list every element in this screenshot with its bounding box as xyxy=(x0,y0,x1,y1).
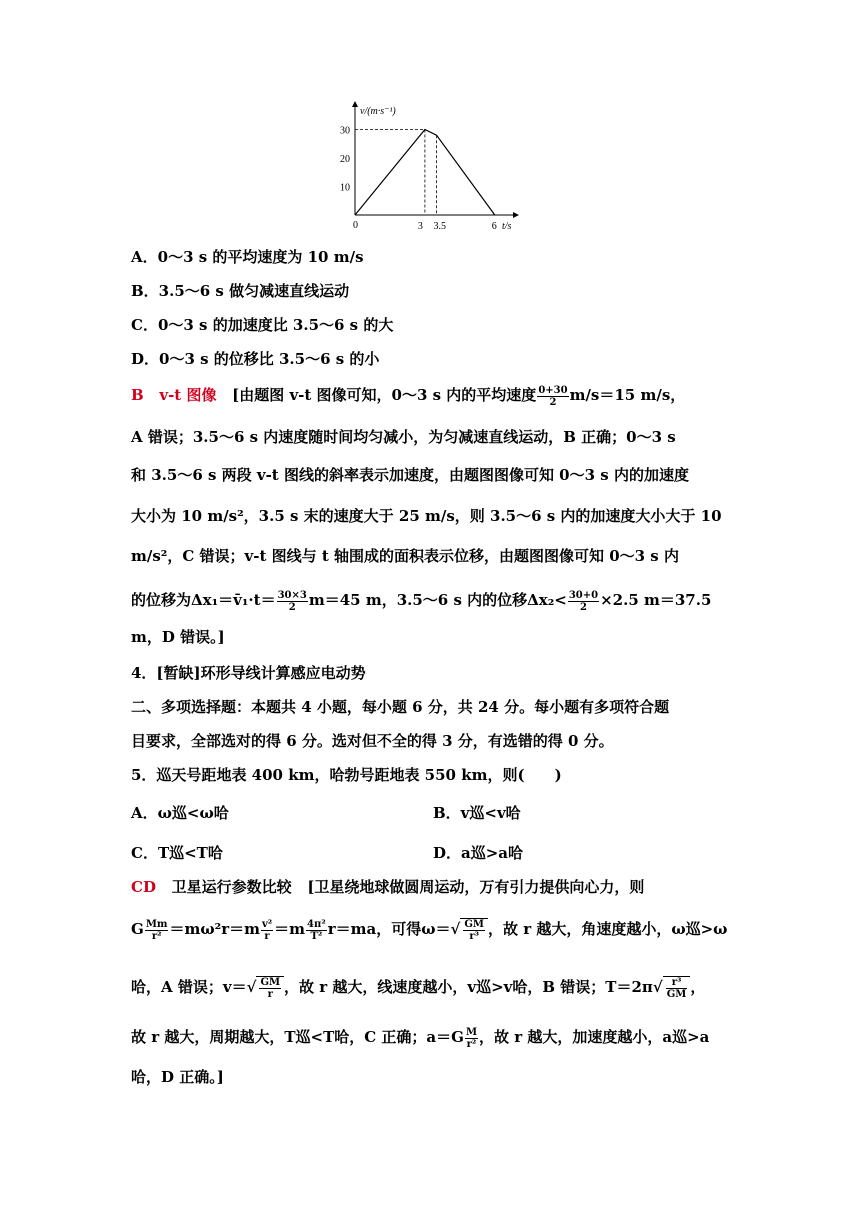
q3-explanation-line-2: A 错误；3.5～6 s 内速度随时间均匀减小，为匀减速直线运动，B 正确；0～3 s xyxy=(131,428,676,446)
q3-explanation-line-3: 和 3.5～6 s 两段 v-t 图线的斜率表示加速度，由题图图像可知 0～3 s 内的加速度 xyxy=(131,466,689,484)
y-axis-label: v/(m·s⁻¹) xyxy=(360,106,396,117)
q5-stem: 5．巡天号距地表 400 km，哈勃号距地表 550 km，则( ) xyxy=(131,766,562,784)
q3-explanation-line-4: 大小为 10 m/s²，3.5 s 末的速度大于 25 m/s，则 3.5～6 s 内的加速度大小大于 10 xyxy=(131,507,722,525)
q5-explanation-line-1 xyxy=(131,876,820,898)
velocity-time-chart xyxy=(330,98,530,238)
q5-topic: 卫星运行参数比较 xyxy=(171,878,292,896)
q3-expl-1b: m/s＝15 m/s， xyxy=(569,386,686,404)
q3-expl-6b: m＝45 m，3.5～6 s 内的位移Δx₂< xyxy=(308,591,567,609)
fraction-3: $\frac{30+0}{2}$ xyxy=(568,589,599,613)
q5-explanation-line-3: 哈，A 错误；v＝√ $\frac{GM}{r}$ ，故 r 越大，线速度越小，v巡>v哈，B 错误；T＝2π√ $\frac{\text{r³}}{GM}$ ， xyxy=(131,977,706,1000)
q5-explanation-line-4: 故 r 越大，周期越大，T巡<T哈，C 正确；a＝G $\frac{M}{\text{r²}}$ ，故 r 越大，加速度越小，a巡>a xyxy=(131,1026,710,1050)
q3-explanation-line-6 xyxy=(131,589,820,613)
question-4: 4．[暂缺]环形导线计算感应电动势 xyxy=(131,664,366,682)
section-2-heading-line-2: 目要求，全部选对的得 6 分。选对但不全的得 3 分，有选错的得 0 分。 xyxy=(131,732,614,750)
q5-explanation-line-2: G $\frac{Mm}{\text{r²}}$ ＝mω²r＝m $\frac{\text{v²}}{r}$ ＝m $\frac{\text{4π²}}{\text{T²}}$ r＝ma，可得ω＝√ $\frac{GM}{\text{r³}}$ ，故 r 越大，角速度越小，ω巡>ω xyxy=(131,918,728,942)
q3-option-a: A．0～3 s 的平均速度为 10 m/s xyxy=(131,248,364,266)
q5-explanation-line-5: 哈，D 正确。] xyxy=(131,1068,224,1086)
x-tick-label: 3 xyxy=(417,221,423,232)
q3-expl-1a: [由题图 v-t 图像可知，0～3 s 内的平均速度 xyxy=(232,386,537,404)
fraction-2: $\frac{30\times 3}{2}$ xyxy=(277,589,307,613)
q3-expl-6c: ×2.5 m＝37.5 xyxy=(600,591,712,609)
x-tick-label: 6 xyxy=(491,221,497,232)
q5-answer: CD xyxy=(131,878,156,896)
q3-topic: v-t 图像 xyxy=(159,386,217,404)
q3-option-b: B．3.5～6 s 做匀减速直线运动 xyxy=(131,282,350,300)
q5-option-d: D．a巡>a哈 xyxy=(433,844,524,862)
q3-answer: B xyxy=(131,386,144,404)
q5-option-b: B．v巡<v哈 xyxy=(433,804,521,822)
q3-expl-6a: 的位移为Δx₁＝v̄₁·t＝ xyxy=(131,591,276,609)
fraction-1: $\frac{0+30}{2}$ xyxy=(538,384,568,408)
q3-explanation-line-1 xyxy=(131,384,820,408)
x-tick-label: 3.5 xyxy=(433,221,447,232)
section-2-heading-line-1: 二、多项选择题：本题共 4 小题，每小题 6 分，共 24 分。每小题有多项符合题 xyxy=(131,698,670,716)
q3-option-d: D．0～3 s 的位移比 3.5～6 s 的小 xyxy=(131,350,380,368)
q5-option-c: C．T巡<T哈 xyxy=(131,844,223,862)
q3-explanation-line-5: m/s²，C 错误；v-t 图线与 t 轴围成的面积表示位移，由题图图像可知 0～3 s 内 xyxy=(131,547,679,565)
origin-label: 0 xyxy=(353,220,358,231)
y-tick-label: 30 xyxy=(340,125,350,137)
y-tick-label: 10 xyxy=(340,182,350,194)
q5-option-a: A．ω巡<ω哈 xyxy=(131,804,229,822)
y-tick-label: 20 xyxy=(340,154,350,165)
q3-explanation-line-7: m，D 错误。] xyxy=(131,628,225,646)
q3-option-c: C．0～3 s 的加速度比 3.5～6 s 的大 xyxy=(131,316,394,334)
q5-expl-1: [卫星绕地球做圆周运动，万有引力提供向心力，则 xyxy=(307,878,645,896)
x-axis-label: t/s xyxy=(502,221,512,232)
